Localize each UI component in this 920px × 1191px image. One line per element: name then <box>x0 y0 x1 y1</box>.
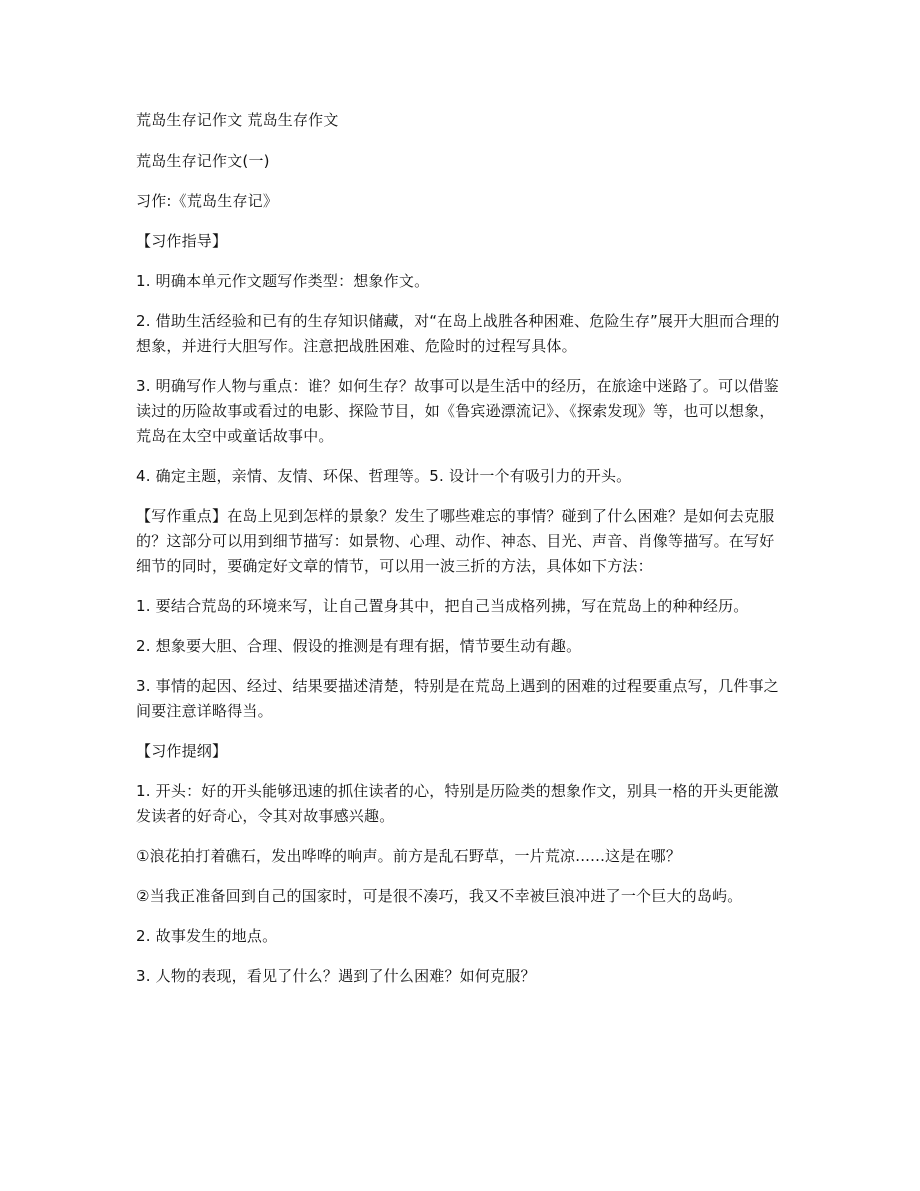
document-subtitle: 荒岛生存记作文(一) <box>136 152 270 170</box>
outline-item: 2. 故事发生的地点。 <box>136 927 278 945</box>
guidance-item: 1. 明确本单元作文题写作类型：想象作文。 <box>136 272 430 290</box>
method-item: 1. 要结合荒岛的环境来写，让自己置身其中，把自己当成格列拂，写在荒岛上的种种经历。 <box>136 597 749 615</box>
outline-item: 3. 人物的表现，看见了什么？遇到了什么困难？如何克服？ <box>136 967 536 985</box>
method-item: 2. 想象要大胆、合理、假设的推测是有理有据，情节要生动有趣。 <box>136 637 582 655</box>
guidance-item: 2. 借助生活经验和已有的生存知识储藏，对“在岛上战胜各种困难、危险生存”展开大胆而合理的想象，并进行大胆写作。注意把战胜困难、危险时的过程写具体。 <box>136 312 780 355</box>
writing-focus-paragraph: 【写作重点】在岛上见到怎样的景象？发生了哪些难忘的事情？碰到了什么困难？是如何去克服的？这部分可以用到细节描写：如景物、心理、动作、神态、目光、声音、肖像等描写。在写好细节的同时，要确定好文章的情节，可以用一波三折的方法，具体如下方法： <box>136 507 775 575</box>
method-item: 3. 事情的起因、经过、结果要描述清楚，特别是在荒岛上遇到的困难的过程要重点写，几件事之间要注意详略得当。 <box>136 677 779 720</box>
outline-item: ②当我正准备回到自己的国家时，可是很不凑巧，我又不幸被巨浪冲进了一个巨大的岛屿。 <box>136 887 743 905</box>
guidance-item: 4. 确定主题，亲情、友情、环保、哲理等。5. 设计一个有吸引力的开头。 <box>136 467 632 485</box>
section-heading-outline: 【习作提纲】 <box>136 742 228 760</box>
document-title: 荒岛生存记作文 荒岛生存作文 <box>136 111 339 129</box>
assignment-heading: 习作:《荒岛生存记》 <box>136 192 279 210</box>
guidance-item: 3. 明确写作人物与重点：谁？如何生存？故事可以是生活中的经历，在旅途中迷路了。可以借鉴读过的历险故事或看过的电影、探险节目，如《鲁宾逊漂流记》、《探索发现》等，也可以想象，荒岛在太空中或童话故事中。 <box>136 377 779 445</box>
outline-item: ①浪花拍打着礁石，发出哗哗的响声。前方是乱石野草，一片荒凉......这是在哪？ <box>136 847 682 865</box>
outline-item: 1. 开头：好的开头能够迅速的抓住读者的心，特别是历险类的想象作文，别具一格的开头更能激发读者的好奇心，令其对故事感兴趣。 <box>136 782 779 825</box>
section-heading-guidance: 【习作指导】 <box>136 232 228 250</box>
document-page <box>136 108 786 1004</box>
